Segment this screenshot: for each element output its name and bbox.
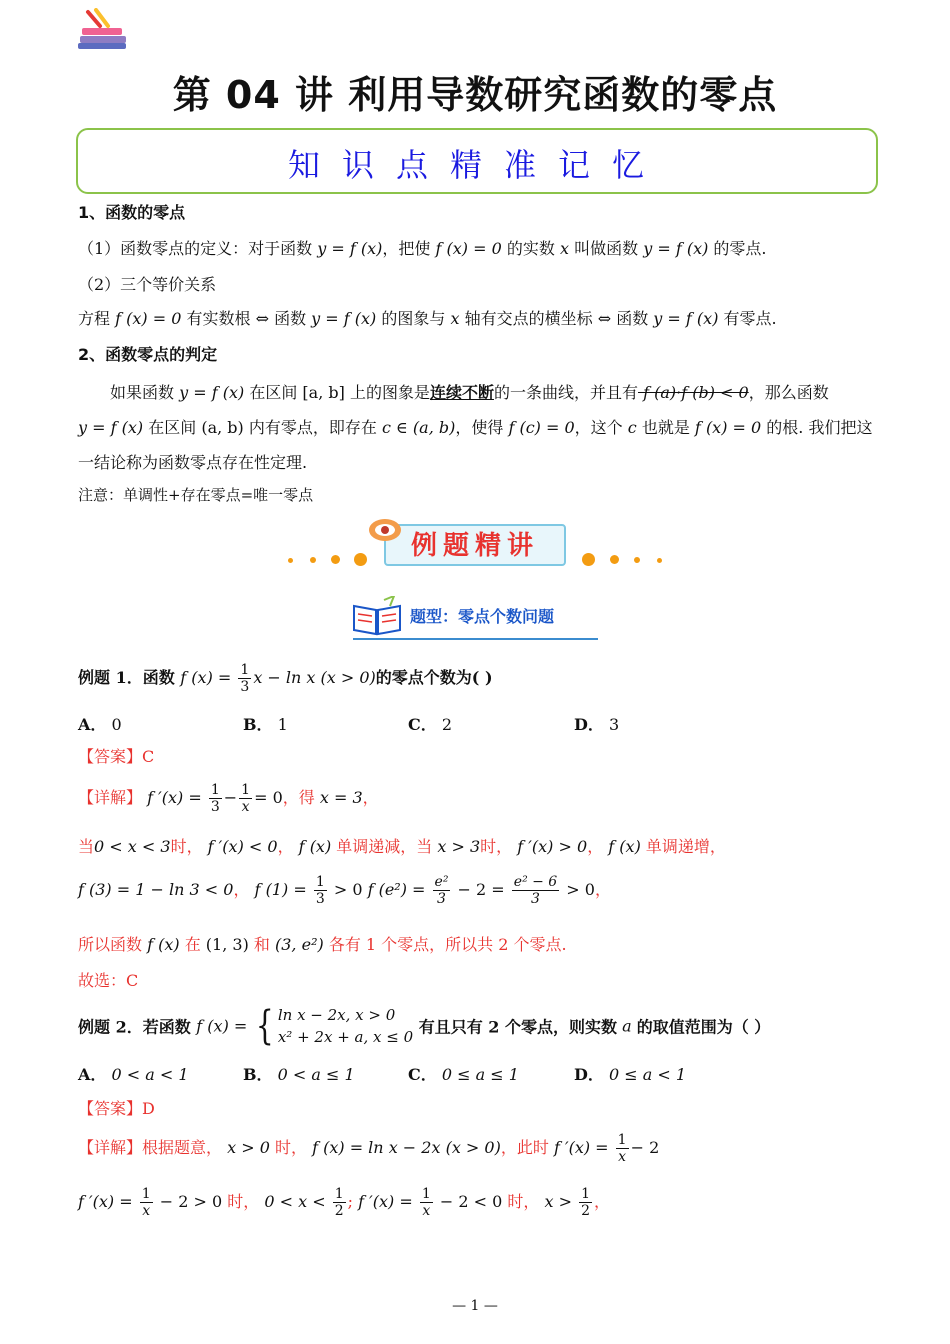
example1-option-a: A． 0	[78, 715, 122, 734]
eye-icon	[368, 518, 402, 542]
heading-zero-of-function: 1、函数的零点	[78, 203, 186, 222]
example2-option-c: C． 0 ≤ a ≤ 1	[408, 1065, 519, 1084]
example1-option-b: B． 1	[243, 715, 288, 734]
page-title: 第 04 讲 利用导数研究函数的零点	[172, 73, 778, 117]
page-number: — 1 —	[452, 1298, 498, 1314]
example2-answer: 【答案】D	[78, 1099, 155, 1118]
example1-detail-line2: 当0 < x < 3时， f ′(x) < 0， f (x) 单调递减，当 x > 3时， f ′(x) > 0， f (x) 单调递增，	[78, 837, 726, 856]
example2-option-b: B． 0 < a ≤ 1	[243, 1065, 355, 1084]
example2-detail-line1: 【详解】根据题意， x > 0 时， f (x) = ln x − 2x (x > 0)，此时 f ′(x) = $\frac{1}{x}$ − 2	[78, 1132, 660, 1165]
example2-detail-line2: f ′(x) = $\frac{1}{x}$ − 2 > 0 时， 0 < x < $\frac{1}{2}$ ; f ′(x) = $\frac{1}{x}$ − 2 < 0 时， x > $\frac{1}{2}$ ，	[78, 1186, 611, 1219]
question-type-label: 题型：零点个数问题	[410, 607, 555, 626]
examples-banner	[280, 518, 670, 580]
theorem-line-2: y = f (x) 在区间 (a, b) 内有零点，即存在 c ∈ (a, b)，使得 f (c) = 0，这个 c 也就是 f (x) = 0 的根. 我们把这	[78, 418, 873, 437]
example1-answer: 【答案】C	[78, 747, 155, 766]
books-logo-icon	[78, 8, 130, 50]
example1-option-d: D． 3	[574, 715, 620, 734]
definition-paragraph: （1）函数零点的定义：对于函数 y = f (x)，把使 f (x) = 0 的实数 x 叫做函数 y = f (x) 的零点.	[78, 239, 767, 258]
example1-detail-line1: 【详解】 f ′(x) = $\frac{1}{3}$ − $\frac{1}{x}$ = 0，得 x = 3，	[78, 782, 379, 815]
example2-option-d: D． 0 ≤ a < 1	[574, 1065, 687, 1084]
examples-banner-label: 例题精讲	[410, 531, 539, 561]
example1-detail-line4: 所以函数 f (x) 在 (1, 3) 和 (3, e²) 各有 1 个零点，所以共 2 个零点.	[78, 935, 567, 954]
example2-stem: 例题 2．若函数 f (x) = { ln x − 2x, x > 0 x² + 2x + a, x ≤ 0 有且只有 2 个零点，则实数 a 的取值范围为（ ）	[78, 1003, 771, 1049]
example1-stem: 例题 1．函数 f (x) = $\frac{1}{3}$ x − ln x (x > 0)的零点个数为( )	[78, 662, 493, 695]
example1-option-c: C． 2	[408, 715, 453, 734]
example1-detail-line3: f (3) = 1 − ln 3 < 0， f (1) = $\frac{1}{3}$ > 0 f (e²) = $\frac{\text{e²}}{3}$ − 2 = $\frac{\text{e² − 6}}{3}$ > 0，	[78, 874, 611, 907]
theorem-line-3: 一结论称为函数零点存在性定理.	[78, 453, 308, 472]
open-book-icon	[350, 596, 404, 636]
theorem-line-1: 如果函数 y = f (x) 在区间 [a, b] 上的图象是连续不断的一条曲线，并且有 f (a)·f (b) < 0，那么函数	[110, 383, 829, 402]
examples-banner-box	[384, 524, 566, 566]
knowledge-section-box	[76, 128, 878, 194]
equivalence-paragraph: 方程 f (x) = 0 有实数根 ⇔ 函数 y = f (x) 的图象与 x 轴有交点的横坐标 ⇔ 函数 y = f (x) 有零点.	[78, 309, 777, 328]
question-type-underline	[353, 638, 598, 640]
knowledge-section-title: 知识点精准记忆	[287, 146, 666, 184]
heading-zero-judgement: 2、函数零点的判定	[78, 345, 218, 364]
example1-choice: 故选：C	[78, 971, 139, 990]
note: 注意：单调性+存在零点=唯一零点	[78, 486, 314, 504]
example2-option-a: A． 0 < a < 1	[78, 1065, 189, 1084]
equivalence-heading: （2）三个等价关系	[78, 275, 217, 294]
